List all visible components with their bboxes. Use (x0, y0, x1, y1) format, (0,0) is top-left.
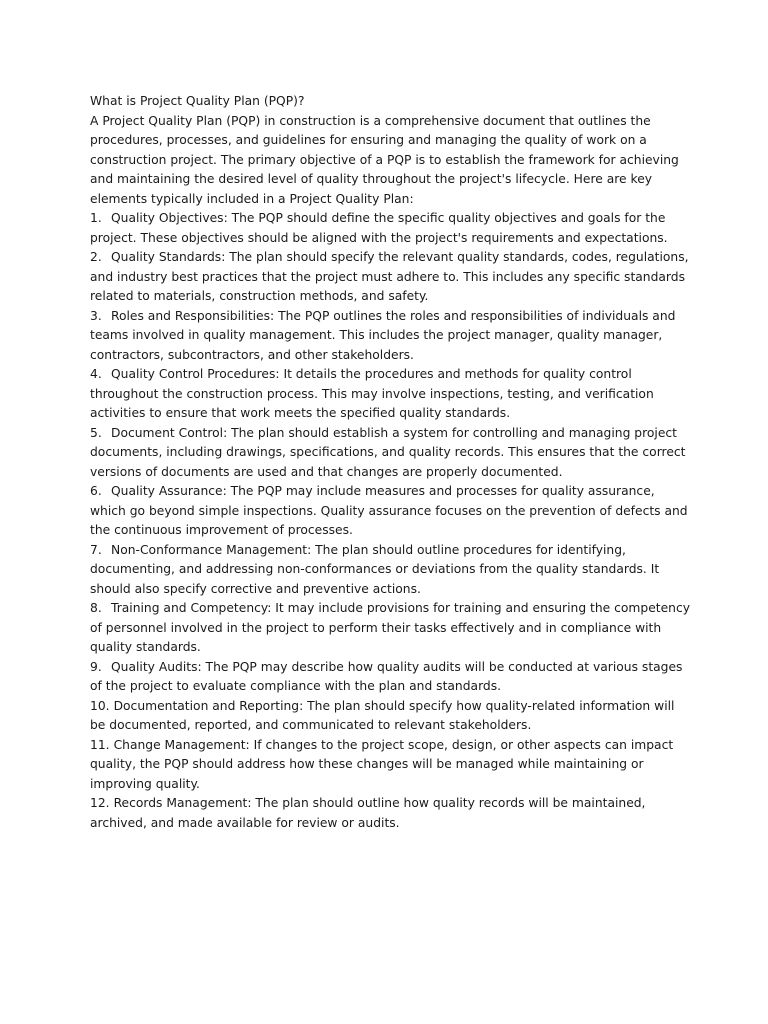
item-number: 12. (90, 796, 110, 810)
item-number: 4. (90, 367, 102, 381)
list-item (90, 736, 690, 795)
item-text: Document Control: The plan should establish a system for controlling and managing project documents, including drawings, specifications, and quality records. This ensures that the correct versions of documents are used and that changes are properly documented. (90, 425, 686, 479)
list-item (90, 424, 690, 483)
item-text: Documentation and Reporting: The plan should specify how quality-related information will be documented, reported, and communicated to relevant stakeholders. (90, 698, 675, 732)
item-number: 5. (90, 425, 102, 440)
document-page (90, 92, 690, 833)
item-number: 6. (90, 484, 102, 498)
item-number: 3. (90, 308, 102, 323)
list-item (90, 541, 690, 600)
item-number: 7. (90, 542, 102, 557)
item-text: Quality Control Procedures: It details the procedures and methods for quality control throughout the construction process. This may involve inspections, testing, and verification activities to ensure that work meets the specified quality standards. (90, 367, 654, 420)
item-text: Quality Objectives: The PQP should define the specific quality objectives and goals for the project. These objectives should be aligned with the project's requirements and expectations. (90, 211, 668, 245)
list-item (90, 794, 690, 833)
item-text: Records Management: The plan should outline how quality records will be maintained, archived, and made available for review or audits. (90, 796, 646, 830)
list-item (90, 365, 690, 424)
item-number: 9. (90, 659, 102, 674)
item-text: Quality Standards: The plan should specify the relevant quality standards, codes, regulations, and industry best practices that the project must adhere to. This includes any specific standards related to materials, construction methods, and safety. (90, 250, 689, 303)
item-text: Roles and Responsibilities: The PQP outlines the roles and responsibilities of individuals and teams involved in quality management. This includes the project manager, quality manager, contractors, subcontractors, and other stakeholders. (90, 308, 676, 362)
item-number: 11. (90, 737, 110, 752)
item-number: 1. (90, 211, 102, 225)
item-text: Non-Conformance Management: The plan should outline procedures for identifying, documenting, and addressing non-conformances or deviations from the quality standards. It should also specify corrective and preventive actions. (90, 542, 660, 596)
list-item (90, 482, 690, 541)
document-title: What is Project Quality Plan (PQP)? (90, 94, 305, 108)
list-item (90, 697, 690, 736)
item-number: 10. (90, 698, 110, 713)
list-item (90, 248, 690, 307)
list-item (90, 307, 690, 366)
key-elements-list (90, 209, 690, 833)
item-text: Change Management: If changes to the project scope, design, or other aspects can impact quality, the PQP should address how these changes will be managed while maintaining or improving quality. (90, 737, 674, 791)
item-text: Quality Assurance: The PQP may include measures and processes for quality assurance, which go beyond simple inspections. Quality assurance focuses on the prevention of defects and the continuous improvement of processes. (90, 484, 688, 537)
document-intro: A Project Quality Plan (PQP) in construction is a comprehensive document that outlines the procedures, processes, and guidelines for ensuring and managing the quality of work on a construction project. The primary objective of a PQP is to establish the framework for achieving and maintaining the desired level of quality throughout the project's lifecycle. Here are key elements typically included in a Project Quality Plan: (90, 113, 679, 206)
item-number: 2. (90, 250, 102, 264)
item-text: Training and Competency: It may include provisions for training and ensuring the competency of personnel involved in the project to perform their tasks effectively and in compliance with quality standards. (90, 601, 690, 654)
item-text: Quality Audits: The PQP may describe how quality audits will be conducted at various stages of the project to evaluate compliance with the plan and standards. (90, 659, 683, 693)
list-item (90, 599, 690, 658)
list-item (90, 209, 690, 248)
item-number: 8. (90, 601, 102, 615)
list-item (90, 658, 690, 697)
